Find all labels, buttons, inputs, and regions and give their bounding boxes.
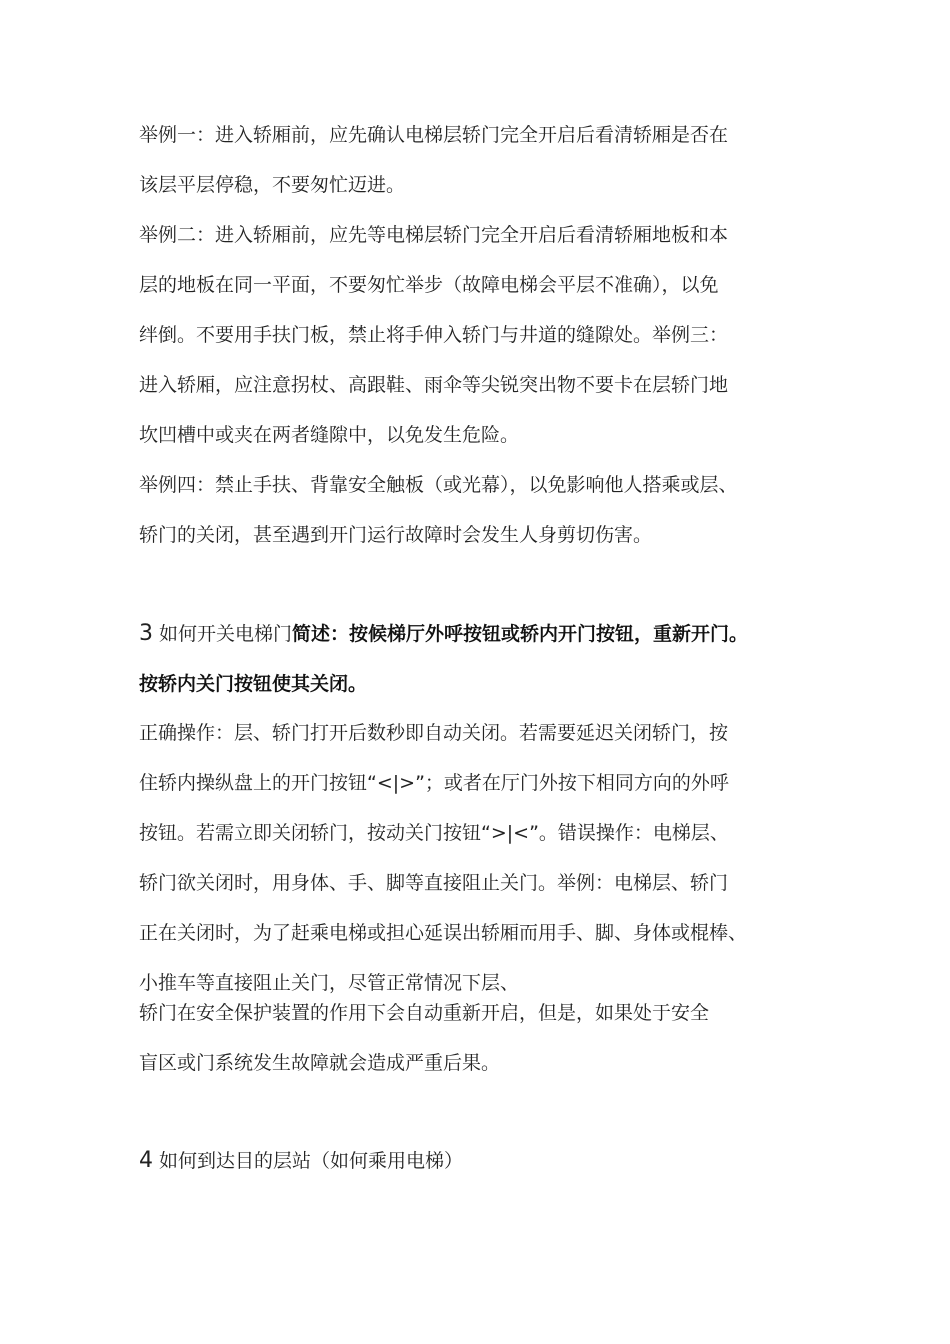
example-1-line-2: 该层平层停稳，不要匆忙迈进。 bbox=[139, 174, 406, 196]
section-3-summary-continued: 按轿内关门按钮使其关闭。 bbox=[139, 673, 368, 695]
section-3-body-line-8: 盲区或门系统发生故障就会造成严重后果。 bbox=[139, 1052, 501, 1074]
example-4-line-2: 轿门的关闭，甚至遇到开门运行故障时会发生人身剪切伤害。 bbox=[139, 524, 653, 546]
example-3-line-2: 坎凹槽中或夹在两者缝隙中，以免发生危险。 bbox=[139, 424, 520, 446]
section-3-body-line-5: 正在关闭时，为了赶乘电梯或担心延误出轿厢而用手、脚、身体或棍棒、 bbox=[139, 922, 748, 944]
section-3-body-line-1: 正确操作：层、轿门打开后数秒即自动关闭。若需要延迟关闭轿门，按 bbox=[139, 722, 729, 744]
section-3-heading bbox=[139, 622, 748, 646]
section-3-body-line-7: 轿门在安全保护装置的作用下会自动重新开启，但是，如果处于安全 bbox=[139, 1002, 710, 1024]
section-3-body-line-3: 按钮。若需立即关闭轿门，按动关门按钮“>|<”。错误操作：电梯层、 bbox=[139, 822, 729, 844]
section-4-number: 4 bbox=[139, 1148, 153, 1173]
example-2-line-2: 层的地板在同一平面，不要匆忙举步（故障电梯会平层不准确），以免 bbox=[139, 274, 719, 296]
example-1-line-1: 举例一：进入轿厢前，应先确认电梯层轿门完全开启后看清轿厢是否在 bbox=[139, 124, 729, 146]
section-3-body-line-4: 轿门欲关闭时，用身体、手、脚等直接阻止关门。举例：电梯层、轿门 bbox=[139, 872, 729, 894]
section-3-title: 如何开关电梯门 bbox=[153, 623, 293, 645]
section-3-number: 3 bbox=[139, 621, 153, 646]
section-3-summary: 简述：按候梯厅外呼按钮或轿内开门按钮，重新开门。 bbox=[292, 623, 749, 645]
section-4-title: 如何到达目的层站（如何乘用电梯） bbox=[153, 1150, 464, 1172]
section-4-heading bbox=[139, 1149, 463, 1173]
example-3-line-1: 进入轿厢，应注意拐杖、高跟鞋、雨伞等尖锐突出物不要卡在层轿门地 bbox=[139, 374, 729, 396]
example-2-line-1: 举例二：进入轿厢前，应先等电梯层轿门完全开启后看清轿厢地板和本 bbox=[139, 224, 729, 246]
example-2-line-3: 绊倒。不要用手扶门板，禁止将手伸入轿门与井道的缝隙处。举例三： bbox=[139, 324, 729, 346]
section-3-body-line-6: 小推车等直接阻止关门，尽管正常情况下层、 bbox=[139, 972, 520, 994]
example-4-line-1: 举例四：禁止手扶、背靠安全触板（或光幕），以免影响他人搭乘或层、 bbox=[139, 474, 738, 496]
section-3-body-line-2: 住轿内操纵盘上的开门按钮“<|>”；或者在厅门外按下相同方向的外呼 bbox=[139, 772, 729, 794]
